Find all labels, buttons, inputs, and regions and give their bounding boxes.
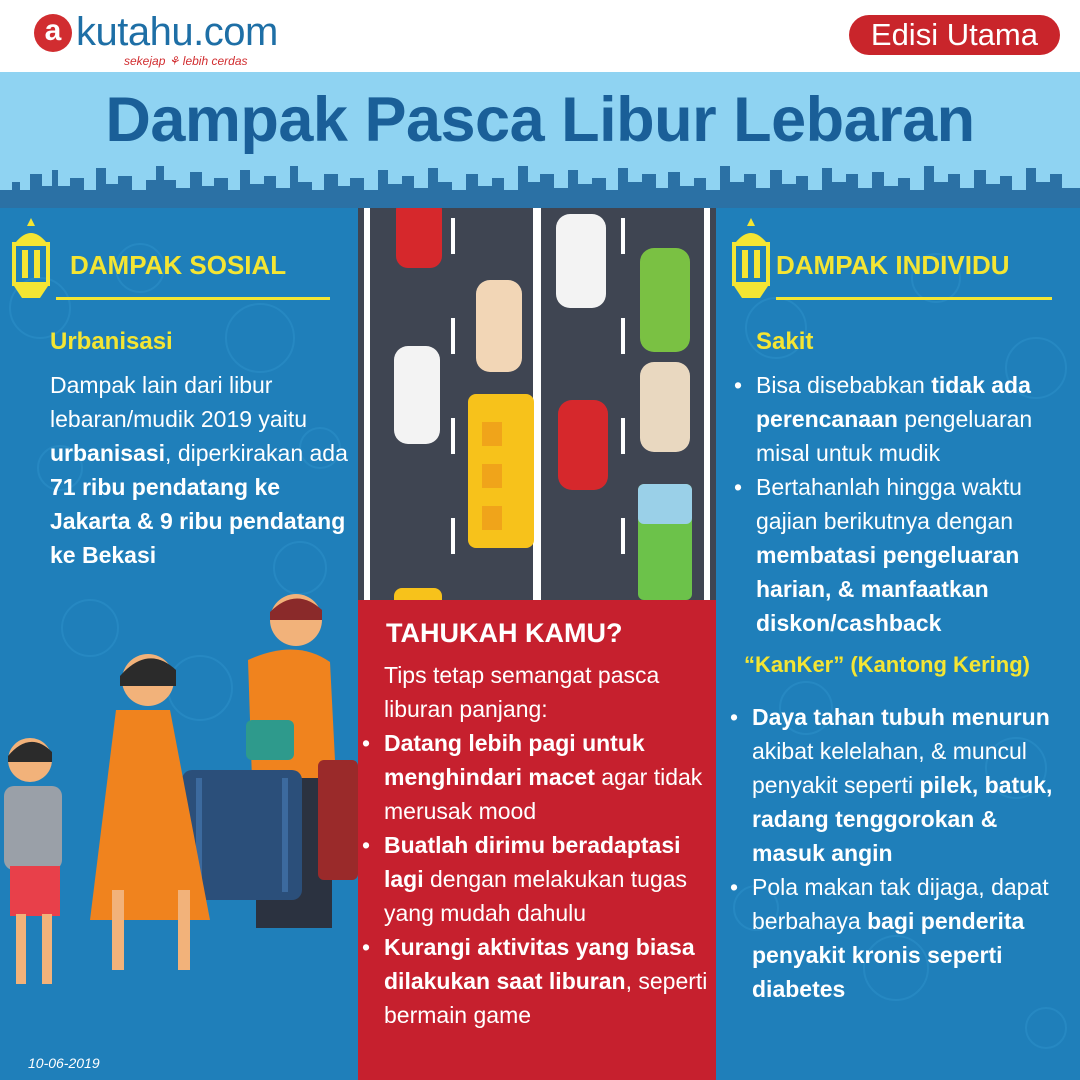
tips-intro: Tips tetap semangat pasca liburan panjang: [384,662,660,722]
individual-impact-heading: DAMPAK INDIVIDU [776,250,1010,280]
urbanisasi-paragraph [50,368,350,572]
sakit-heading: Sakit [756,328,814,355]
bold-text: urbanisasi [50,440,166,466]
text: , diperkirakan ada [165,440,348,466]
header-bar [0,0,1080,72]
bold-text: membatasi pengeluaran harian, & manfaatkan diskon/cashback [756,542,1020,636]
logo-name: kutahu.com [76,10,278,54]
kanker-list [730,700,1074,1006]
bold-text: tidak ada perencanaan [756,372,1031,432]
kanker-item [730,870,1074,1006]
text: Bisa disebabkan [756,372,932,398]
sakit-item [734,470,1074,640]
lantern-icon [8,218,54,308]
publish-date: 10-06-2019 [28,1055,100,1071]
kanker-heading: “KanKer” (Kantong Kering) [744,652,1030,677]
tip-item [362,930,712,1032]
text: agar tidak merusak mood [384,764,703,824]
urbanisasi-heading: Urbanisasi [50,328,173,355]
kanker-item [730,700,1074,870]
traffic-jam-illustration [358,208,716,600]
family-travellers-illustration [0,590,358,1040]
tips-list [362,726,712,1032]
bold-text: Datang lebih pagi untuk menghindari macet [384,730,645,790]
divider [56,297,330,300]
text: akibat kelelahan, & muncul penyakit seperti [752,738,1027,798]
text: Pola makan tak dijaga, dapat berbahaya [752,874,1049,934]
lantern-icon [728,218,774,308]
bold-text: bagi penderita penyakit kronis seperti diabetes [752,908,1025,1002]
bold-text: Kurangi aktivitas yang biasa dilakukan saat liburan [384,934,695,994]
bold-text: 71 ribu pendatang ke Jakarta & 9 ribu pendatang ke Bekasi [50,474,346,568]
social-impact-heading: DAMPAK SOSIAL [70,250,287,280]
edition-badge: Edisi Utama [849,15,1060,55]
bold-text: pilek, batuk, radang tenggorokan & masuk angin [752,772,1053,866]
text: pengeluaran misal untuk mudik [756,406,1033,466]
logo-mark: a [34,14,72,52]
bold-text: Daya tahan tubuh menurun [752,704,1050,730]
tip-item [362,726,712,828]
text: dengan melakukan tugas yang mudah dahulu [384,866,688,926]
text: Bertahanlah hingga waktu gajian berikutnya dengan [756,474,1022,534]
text: , seperti bermain game [384,968,708,1028]
page-title: Dampak Pasca Libur Lebaran [105,85,975,155]
bold-text: Buatlah dirimu beradaptasi lagi [384,832,681,892]
road-illustration [358,208,716,600]
logo-tagline: sekejap ⚘ lebih cerdas [124,54,248,68]
tip-item [362,828,712,930]
sakit-item [734,368,1074,470]
text: Dampak lain dari libur lebaran/mudik 2019 yaitu [50,372,307,432]
did-you-know-heading: TAHUKAH KAMU? [386,618,623,648]
sakit-list [734,368,1074,640]
city-skyline-icon [0,160,1080,210]
divider [776,297,1052,300]
